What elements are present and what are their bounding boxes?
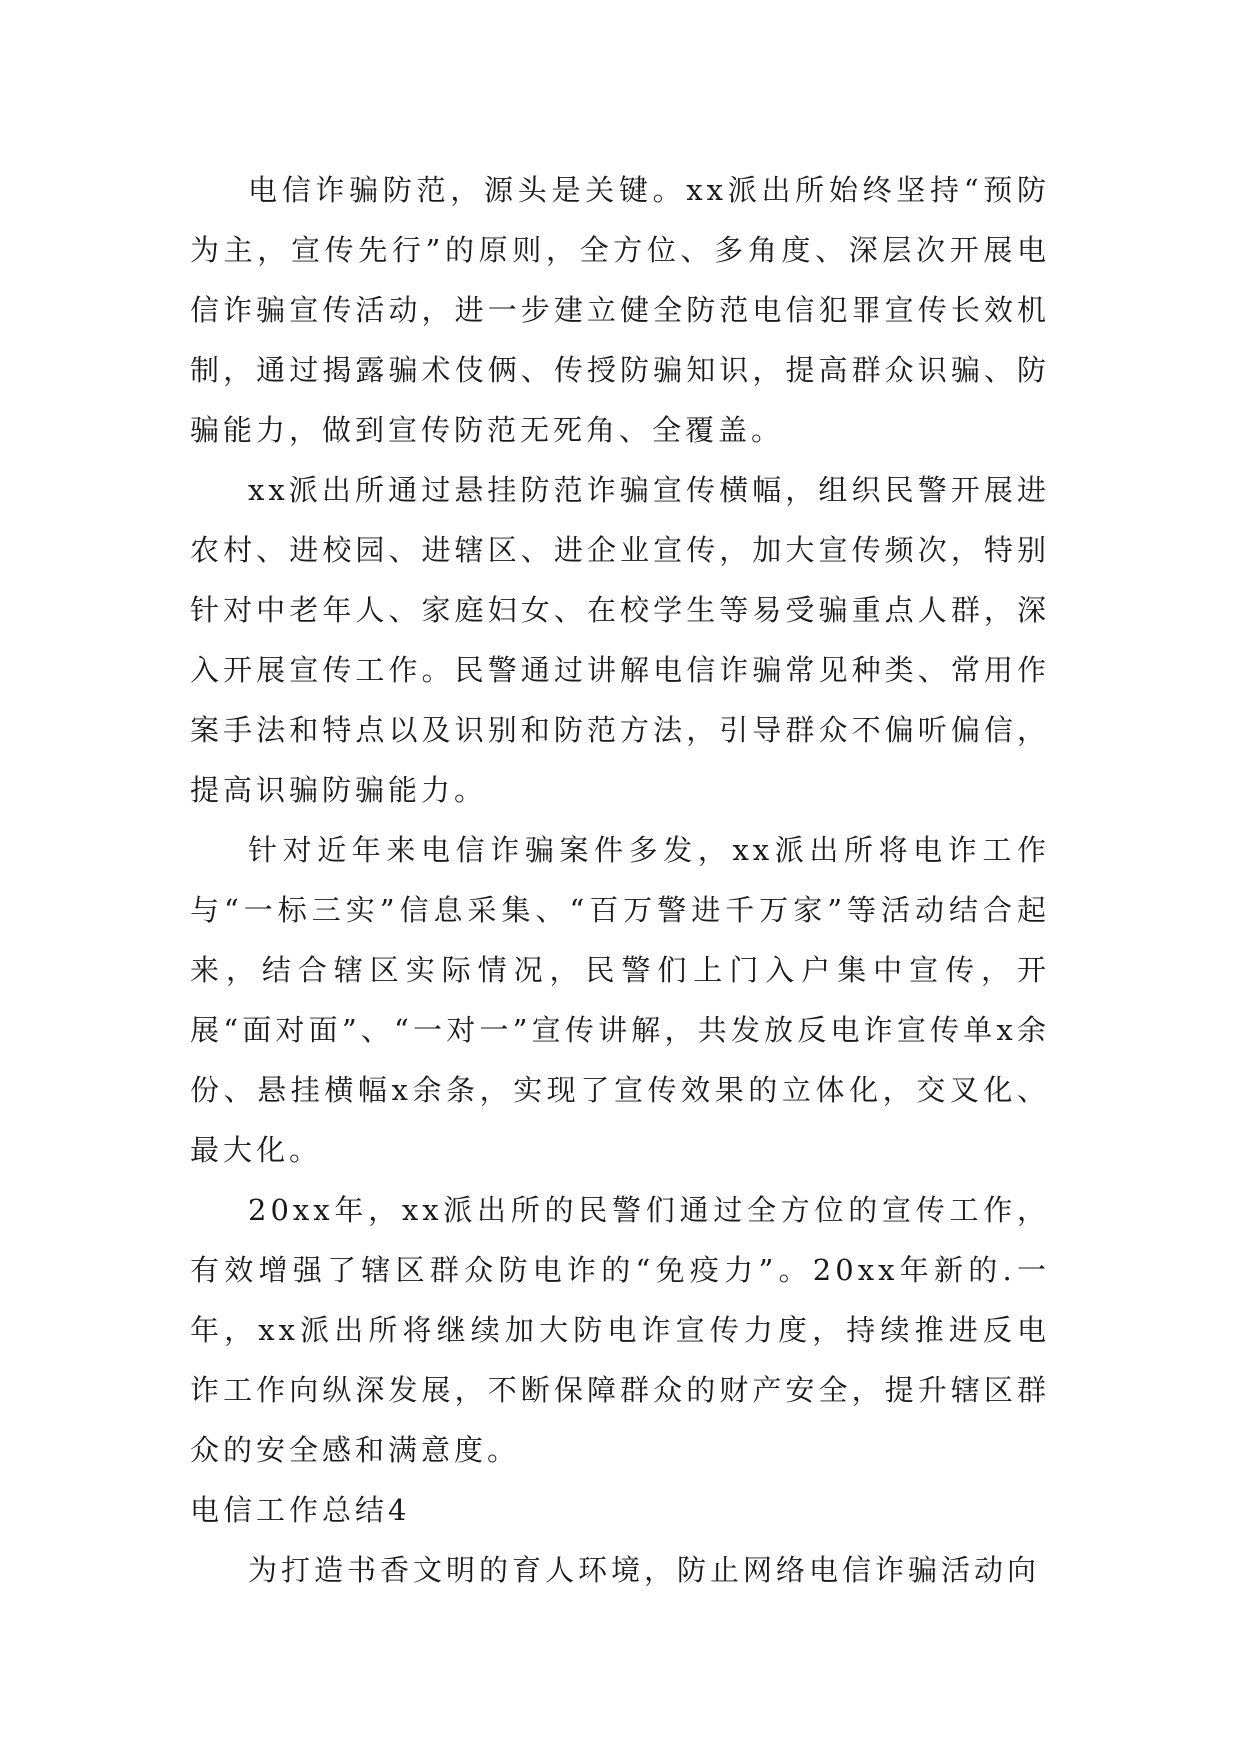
paragraph: 20xx年，xx派出所的民警们通过全方位的宣传工作，有效增强了辖区群众防电诈的“免疫力”。20xx年新的.一年，xx派出所将继续加大防电诈宣传力度，持续推进反电诈工作向纵深发展，不断保障群众的财产安全，提升辖区群众的安全感和满意度。 bbox=[190, 1193, 1050, 1467]
paragraph: 针对近年来电信诈骗案件多发，xx派出所将电诈工作与“一标三实”信息采集、“百万警进千万家”等活动结合起来，结合辖区实际情况，民警们上门入户集中宣传，开展“面对面”、“一对一”宣传讲解，共发放反电诈宣传单x余份、悬挂横幅x余条，实现了宣传效果的立体化，交叉化、最大化。 bbox=[190, 833, 1050, 1167]
paragraph: 为打造书香文明的育人环境，防止网络电信诈骗活动向 bbox=[248, 1553, 1041, 1587]
paragraph: xx派出所通过悬挂防范诈骗宣传横幅，组织民警开展进农村、进校园、进辖区、进企业宣传，加大宣传频次，特别针对中老年人、家庭妇女、在校学生等易受骗重点人群，深入开展宣传工作。民警通过讲解电信诈骗常见种类、常用作案手法和特点以及识别和防范方法，引导群众不偏听偏信，提高识骗防骗能力。 bbox=[190, 473, 1050, 807]
section-heading: 电信工作总结4 bbox=[190, 1493, 411, 1527]
document-body bbox=[190, 160, 1050, 1600]
paragraph: 电信诈骗防范，源头是关键。xx派出所始终坚持“预防为主，宣传先行”的原则，全方位、多角度、深层次开展电信诈骗宣传活动，进一步建立健全防范电信犯罪宣传长效机制，通过揭露骗术伎俩、传授防骗知识，提高群众识骗、防骗能力，做到宣传防范无死角、全覆盖。 bbox=[190, 173, 1050, 447]
